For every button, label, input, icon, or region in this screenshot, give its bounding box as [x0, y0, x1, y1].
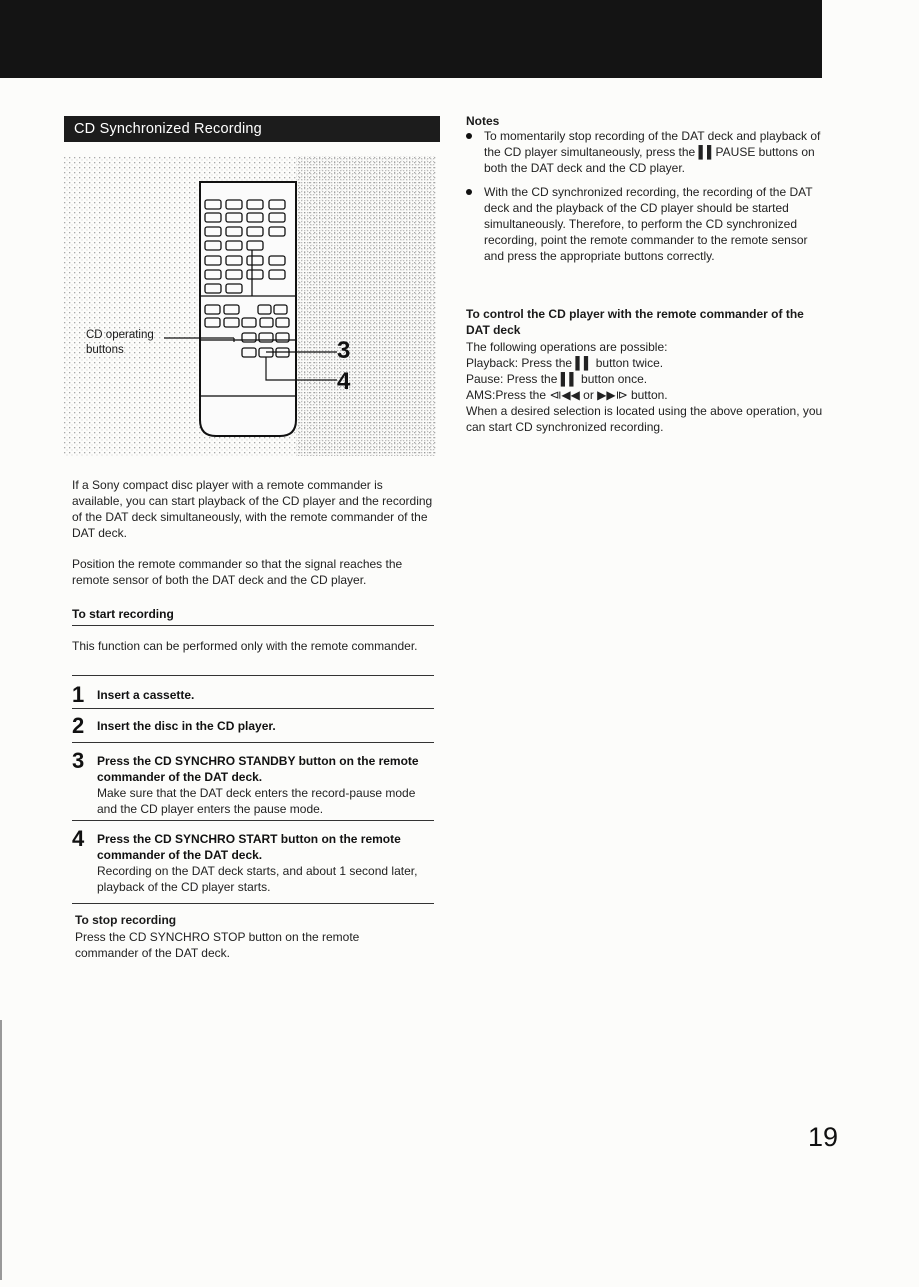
cd-control-line: Playback: Press the ▌▌ button twice. [466, 356, 664, 370]
stop-recording-heading: To stop recording [75, 913, 177, 927]
intro-paragraph-2: Position the remote commander so that the signal reaches the remote sensor of both the DAT deck and the CD player. [72, 557, 403, 587]
step-number: 2 [72, 713, 85, 738]
step-number: 1 [72, 682, 85, 707]
divider [72, 903, 434, 904]
step-title: Press the CD SYNCHRO STANDBY button on the remote commander of the DAT deck. [97, 754, 419, 784]
cd-control-lines [466, 339, 828, 435]
step-1 [72, 684, 436, 708]
section-title: CD Synchronized Recording [64, 116, 440, 142]
cd-control-line: AMS:Press the ⧏◀◀ or ▶▶⧐ button. [466, 388, 668, 402]
start-recording-note: This function can be performed only with the remote commander. [72, 639, 418, 653]
remote-commander-illustration [64, 152, 436, 458]
step-description: Recording on the DAT deck starts, and about 1 second later, playback of the CD player starts. [97, 864, 418, 894]
step-3 [72, 750, 436, 818]
step-title: Insert a cassette. [97, 688, 195, 702]
step-number: 3 [72, 748, 85, 773]
step-title: Insert the disc in the CD player. [97, 719, 276, 733]
note-item [466, 128, 828, 176]
bullet-icon [466, 189, 472, 195]
notes-list [466, 128, 828, 264]
note-item [466, 184, 828, 264]
stop-recording-text: Press the CD SYNCHRO STOP button on the remote commander of the DAT deck. [75, 930, 360, 960]
divider [72, 625, 434, 626]
divider [72, 742, 434, 743]
divider [72, 820, 434, 821]
page-number: 19 [808, 1122, 839, 1152]
step-2 [72, 715, 436, 741]
cd-control-heading: To control the CD player with the remote commander of the DAT deck [466, 307, 804, 337]
start-recording-heading: To start recording [72, 607, 174, 621]
figure-label-line1: CD operating [86, 329, 154, 341]
callout-3: 3 [337, 337, 351, 364]
cd-control-line: The following operations are possible: [466, 340, 668, 354]
step-description: Make sure that the DAT deck enters the record-pause mode and the CD player enters the pause mode. [97, 786, 416, 816]
cd-control-line: When a desired selection is located using the above operation, you can start CD synchronized recording. [466, 404, 823, 434]
note-text: With the CD synchronized recording, the recording of the DAT deck and the playback of the CD player should be started simultaneously. Therefore, to perform the CD synchronized recording, point the remote commander to the remote sensor and press the appropriate buttons correctly. [484, 185, 813, 263]
bullet-icon [466, 133, 472, 139]
cd-control-line: Pause: Press the ▌▌ button once. [466, 372, 648, 386]
remote-commander-figure [64, 152, 436, 458]
top-black-band [0, 0, 822, 78]
step-title: Press the CD SYNCHRO START button on the remote commander of the DAT deck. [97, 832, 401, 862]
step-number: 4 [72, 826, 85, 851]
figure-label-line2: buttons [86, 344, 124, 356]
callout-4: 4 [337, 368, 351, 395]
page-edge-line [0, 1020, 2, 1280]
divider [72, 675, 434, 676]
divider [72, 708, 434, 709]
note-text: To momentarily stop recording of the DAT deck and playback of the CD player simultaneously, press the ▌▌PAUSE buttons on both the DAT deck and the CD player. [484, 129, 821, 175]
notes-title: Notes [466, 114, 500, 128]
step-4 [72, 828, 436, 900]
intro-paragraph-1: If a Sony compact disc player with a remote commander is available, you can start playback of the CD player and the recording of the DAT deck simultaneously, with the remote commander of the DAT deck. [72, 478, 433, 540]
